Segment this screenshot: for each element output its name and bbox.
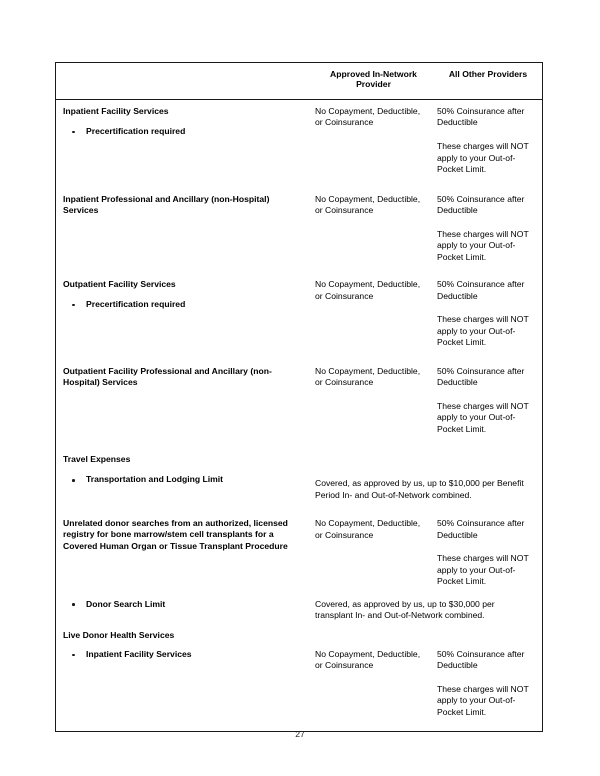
service-cell [56,263,313,349]
table-row [56,176,542,264]
service-bullet: Donor Search Limit [63,599,303,610]
out-of-network-note: These charges will NOT apply to your Out-of-Pocket Limit. [437,314,529,348]
service-bullet-list [63,599,303,610]
value-spacer [437,541,538,553]
page-number: 27 [295,729,305,739]
table-header [56,63,542,99]
service-bullet: Precertification required [63,299,303,310]
spanning-note-text: Covered, as approved by us, up to $10,000 per Benefit Period In- and Out-of-Network combined. [315,478,524,500]
out-of-network-primary-value: 50% Coinsurance after Deductible [437,365,525,388]
service-bullet: Precertification required [63,126,303,137]
service-title: Inpatient Professional and Ancillary (non-Hospital) Services [63,193,270,215]
out-of-network-value-cell [434,622,542,731]
table-row [56,501,542,588]
service-title: Travel Expenses [63,454,131,465]
in-network-value-cell [313,622,434,731]
value-spacer [437,389,538,401]
table-row [56,622,542,731]
out-of-network-primary-value: 50% Coinsurance after Deductible [437,648,525,671]
benefits-table-container [55,62,543,732]
in-network-value-cell [313,176,434,264]
column-header-in-network: Approved In-Network Provider [313,63,434,99]
in-network-value: No Copayment, Deductible, or Coinsurance [315,648,421,671]
in-network-value: No Copayment, Deductible, or Coinsurance [315,279,421,301]
out-of-network-value-cell [434,99,542,175]
out-of-network-note: These charges will NOT apply to your Out-of-Pocket Limit. [437,683,529,717]
service-cell [56,176,313,264]
service-bullet: Inpatient Facility Services [63,649,303,660]
service-cell [56,588,313,622]
table-header-row [56,63,542,99]
out-of-network-value-cell [434,176,542,264]
in-network-value: No Copayment, Deductible, or Coinsurance [315,193,421,216]
in-network-value: No Copayment, Deductible, or Coinsurance [315,105,421,128]
service-title: Unrelated donor searches from an authorized, licensed registry for bone marrow/stem cell transplants for a Covered Human Organ or Tissue Transplant Procedure [63,518,288,551]
in-network-value: No Copayment, Deductible, or Coinsurance [315,518,421,540]
service-cell [56,99,313,175]
out-of-network-note: These charges will NOT apply to your Out-of-Pocket Limit. [437,228,529,262]
out-of-network-note: These charges will NOT apply to your Out-of-Pocket Limit. [437,400,529,434]
table-row [56,349,542,436]
benefits-table [56,63,542,731]
out-of-network-primary-value: 50% Coinsurance after Deductible [437,193,525,216]
value-spacer [437,302,538,314]
out-of-network-value-cell [434,349,542,436]
in-network-value: No Copayment, Deductible, or Coinsurance [315,365,421,388]
table-row [56,99,542,175]
out-of-network-primary-value: 50% Coinsurance after Deductible [437,518,525,540]
service-cell [56,349,313,436]
in-network-value-cell [313,263,434,349]
service-cell [56,501,313,588]
service-bullet: Transportation and Lodging Limit [63,474,303,485]
out-of-network-note: These charges will NOT apply to your Out-of-Pocket Limit. [437,553,529,587]
service-title: Outpatient Facility Professional and Ancillary (non-Hospital) Services [63,365,272,387]
out-of-network-primary-value: 50% Coinsurance after Deductible [437,105,525,128]
service-bullet-list [63,649,303,660]
out-of-network-note: These charges will NOT apply to your Out-of-Pocket Limit. [437,141,529,175]
spanning-note-cell [313,435,542,501]
service-title: Live Donor Health Services [63,629,175,640]
in-network-value-cell [313,99,434,175]
value-spacer [437,217,538,229]
table-row [56,435,542,501]
service-bullet-list [63,474,303,485]
in-network-value-cell [313,501,434,588]
service-bullet-list [63,299,303,310]
spanning-note-text: Covered, as approved by us, up to $30,000 per transplant In- and Out-of-Network combined. [315,598,495,621]
value-spacer [437,672,538,684]
service-cell [56,622,313,731]
table-row [56,263,542,349]
service-title: Inpatient Facility Services [63,105,169,116]
table-bottom-spacer [63,660,303,674]
table-row [56,588,542,622]
service-title: Outpatient Facility Services [63,279,176,290]
in-network-value-cell [313,349,434,436]
service-cell [56,435,313,501]
out-of-network-value-cell [434,501,542,588]
out-of-network-primary-value: 50% Coinsurance after Deductible [437,279,525,301]
column-header-out-of-network: All Other Providers [434,63,542,99]
column-header-service [56,63,313,99]
out-of-network-value-cell [434,263,542,349]
table-body [56,99,542,730]
spanning-note-cell [313,588,542,622]
service-bullet-list [63,126,303,137]
value-spacer [437,129,538,141]
